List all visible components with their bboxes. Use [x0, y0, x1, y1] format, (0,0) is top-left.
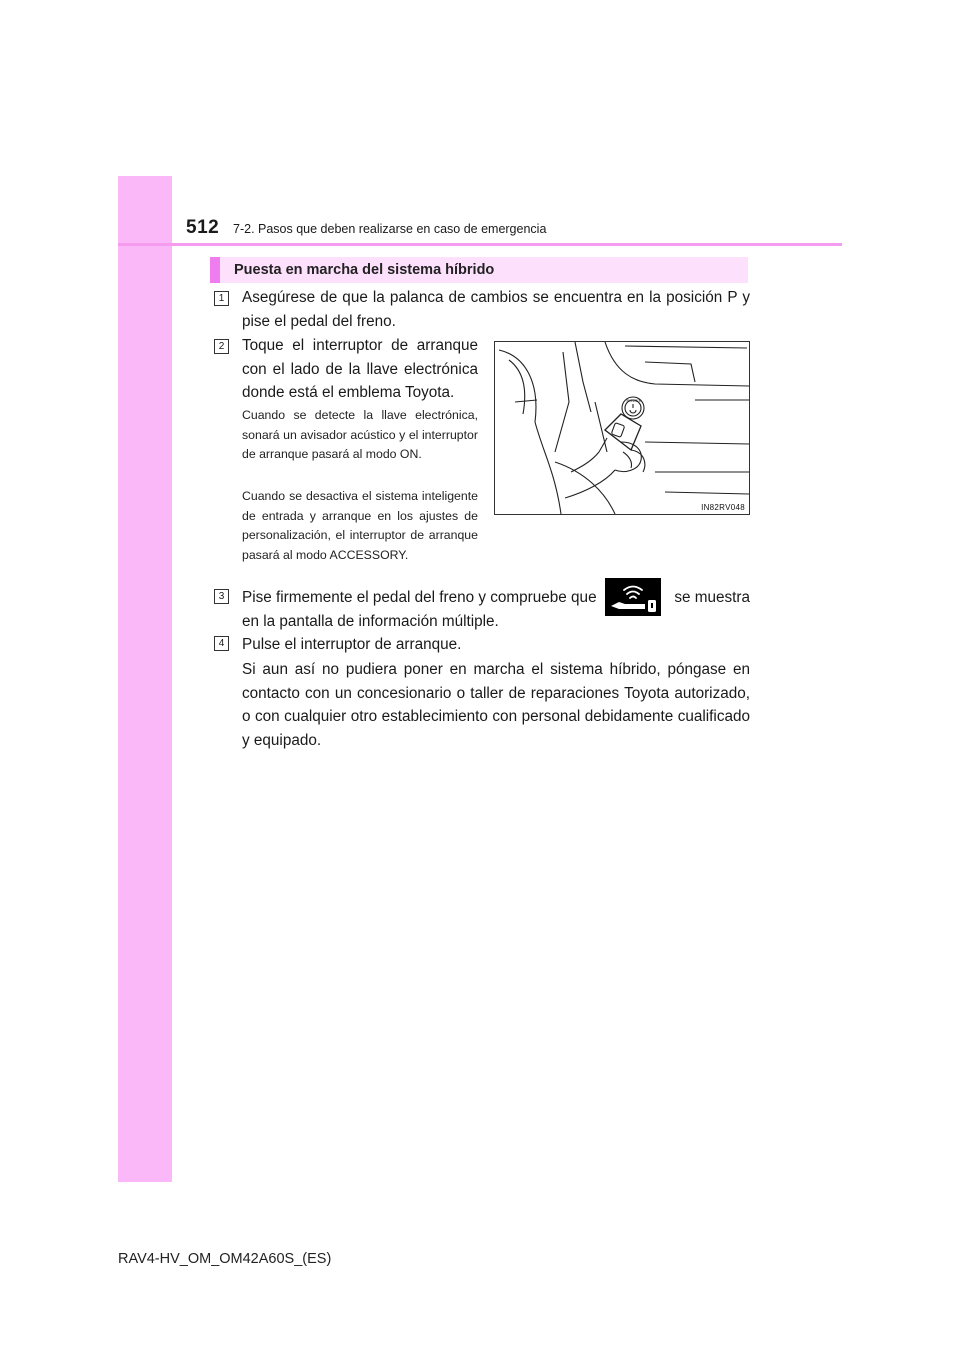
step-number-1: 1 — [214, 291, 229, 306]
section-header — [210, 257, 748, 283]
step-2-note-1: Cuando se detecte la llave electrónica, sonará un avisador acústico y el interruptor de arranque pasará al modo ON. — [242, 408, 478, 461]
manual-code: RAV4-HV_OM_OM42A60S_(ES) — [118, 1251, 332, 1267]
power-button-label: POWER — [626, 398, 642, 403]
step-number-3: 3 — [214, 589, 229, 604]
step-number-4: 4 — [214, 636, 229, 651]
header-divider — [118, 243, 842, 246]
step-number-2: 2 — [214, 339, 229, 354]
step-2-text: Toque el interruptor de arranque con el lado de la llave electrónica donde está el emblema Toyota. — [242, 337, 478, 401]
step-1-text: Asegúrese de que la palanca de cambios se encuentra en la posición P y pise el pedal del freno. — [242, 289, 750, 330]
step-3-text-after: en la pantalla de información múltiple. — [242, 613, 499, 630]
smart-key-illustration — [494, 341, 750, 515]
chapter-title: 7-2. Pasos que deben realizarse en caso de emergencia — [233, 222, 547, 236]
section-side-tab — [118, 176, 172, 1182]
step-2-note-2: Cuando se desactiva el sistema inteligente de entrada y arranque en los ajustes de personalización, el interruptor de arranque pasará al modo ACCESSORY. — [242, 489, 478, 562]
hand-holding-smart-key-icon — [495, 342, 750, 515]
closing-paragraph: Si aun así no pudiera poner en marcha el sistema híbrido, póngase en contacto con un concesionario o taller de reparaciones Toyota autorizado, o con cualquier otro establecimiento con personal debidamente cualificado y equipado. — [242, 661, 750, 749]
page-number: 512 — [186, 217, 220, 238]
step-4-text: Pulse el interruptor de arranque. — [242, 636, 462, 653]
step-3-text-after-inline: se muestra — [674, 589, 750, 606]
figure-code: IN82RV048 — [701, 503, 745, 512]
step-3-text-before: Pise firmemente el pedal del freno y compruebe que — [242, 589, 597, 606]
section-title: Puesta en marcha del sistema híbrido — [234, 262, 495, 278]
